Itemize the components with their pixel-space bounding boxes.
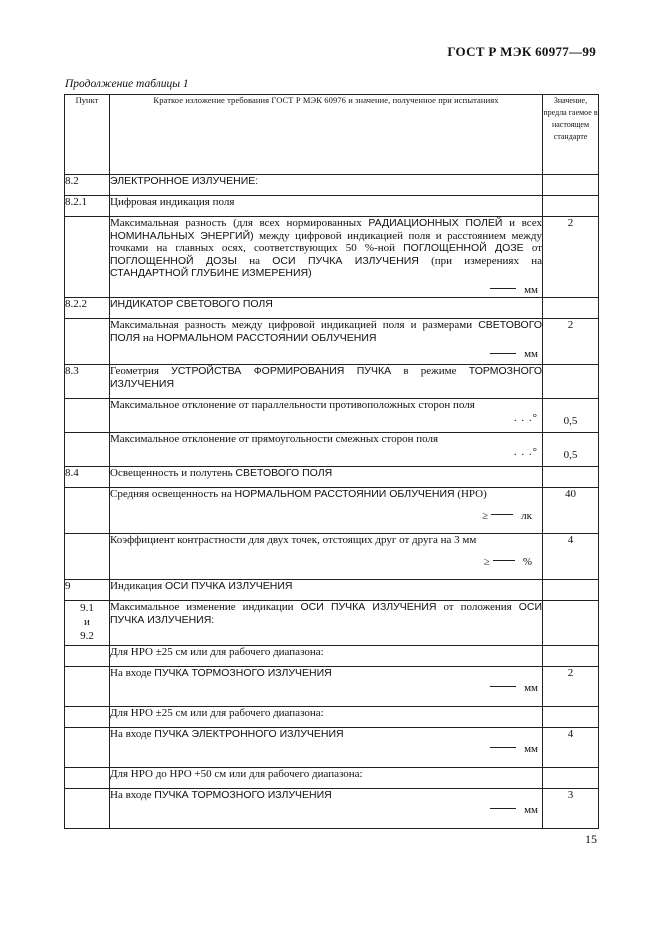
value-cell	[543, 601, 599, 646]
value-cell	[543, 580, 599, 601]
requirement-text: Максимальное отклонение от параллельности противоположных сторон поля . . .°	[110, 399, 543, 433]
value-cell: 2	[543, 667, 599, 707]
clause-number: 8.4	[65, 467, 110, 488]
table-row	[65, 601, 599, 646]
header-value: Значение, предла гаемое в настоящем стандарте	[543, 95, 599, 175]
measurement-blank: мм	[110, 348, 542, 361]
table-continuation-caption: Продолжение таблицы 1	[65, 78, 189, 90]
table-row	[65, 433, 599, 467]
table-row	[65, 196, 599, 217]
value-cell: 0,5	[543, 433, 599, 467]
table-header-row	[65, 95, 599, 175]
requirement-text: Максимальное изменение индикации ОСИ ПУЧКА ИЗЛУЧЕНИЯ от положения ОСИ ПУЧКА ИЗЛУЧЕНИЯ:	[110, 601, 543, 646]
clause-number	[65, 667, 110, 707]
clause-number	[65, 646, 110, 667]
clause-number	[65, 768, 110, 789]
clause-number	[65, 534, 110, 580]
measurement-blank: ≥ %	[483, 555, 532, 568]
degree-blank: . . .°	[513, 411, 538, 424]
value-cell	[543, 365, 599, 399]
clause-number	[65, 488, 110, 534]
value-cell	[543, 467, 599, 488]
requirements-table	[64, 94, 599, 829]
clause-number	[65, 707, 110, 728]
measurement-blank: мм	[110, 682, 542, 695]
requirement-text: Геометрия УСТРОЙСТВА ФОРМИРОВАНИЯ ПУЧКА в режиме ТОРМОЗНОГО ИЗЛУЧЕНИЯ	[110, 365, 543, 399]
value-cell: 2	[543, 319, 599, 365]
requirement-text: Освещенность и полутень СВЕТОВОГО ПОЛЯ	[110, 467, 543, 488]
value-cell: 2	[543, 217, 599, 298]
value-cell	[543, 768, 599, 789]
requirement-text: Коэффициент контрастности для двух точек, отстоящих друг от друга на 3 мм ≥ %	[110, 534, 543, 580]
page-number: 15	[585, 832, 597, 846]
requirement-text: Средняя освещенность на НОРМАЛЬНОМ РАССТОЯНИИ ОБЛУЧЕНИЯ (НРО) ≥ лк	[110, 488, 543, 534]
requirement-text: Для НРО ±25 см или для рабочего диапазона:	[110, 646, 543, 667]
value-cell: 3	[543, 789, 599, 829]
requirement-text: Максимальное отклонение от прямоугольности смежных сторон поля . . .°	[110, 433, 543, 467]
requirement-text: Индикация ОСИ ПУЧКА ИЗЛУЧЕНИЯ	[110, 580, 543, 601]
measurement-blank: мм	[110, 284, 542, 297]
clause-number	[65, 319, 110, 365]
table-row	[65, 789, 599, 829]
table-row	[65, 365, 599, 399]
table-row	[65, 175, 599, 196]
measurement-blank: мм	[110, 743, 542, 756]
table-row	[65, 534, 599, 580]
table-row	[65, 707, 599, 728]
header-summary: Краткое изложение требования ГОСТ Р МЭК 60976 и значение, полученное при испытаниях	[110, 95, 543, 175]
table-row	[65, 580, 599, 601]
clause-number: 8.2.1	[65, 196, 110, 217]
table-row	[65, 667, 599, 707]
table-row	[65, 467, 599, 488]
requirement-text: Цифровая индикация поля	[110, 196, 543, 217]
table-row	[65, 399, 599, 433]
requirement-text: Максимальная разность между цифровой индикацией поля и размерами СВЕТОВОГО ПОЛЯ на НОРМАЛЬНОМ РАССТОЯНИИ ОБЛУЧЕНИЯ мм	[110, 319, 543, 365]
clause-number	[65, 433, 110, 467]
table-row	[65, 768, 599, 789]
header-clause: Пункт	[65, 95, 110, 175]
table-row	[65, 217, 599, 298]
requirement-text: Для НРО до НРО +50 см или для рабочего диапазона:	[110, 768, 543, 789]
table-row	[65, 728, 599, 768]
requirement-text: Максимальная разность (для всех нормированных РАДИАЦИОННЫХ ПОЛЕЙ и всех НОМИНАЛЬНЫХ ЭНЕРГИЙ) между цифровой индикацией поля и расстоянием между точками на главных осях, соответствующих 50 %-ной ПОГЛОЩЕННОЙ ДОЗЕ от ПОГЛОЩЕННОЙ ДОЗЫ на ОСИ ПУЧКА ИЗЛУЧЕНИЯ (при измерениях на СТАНДАРТНОЙ ГЛУБИНЕ ИЗМЕРЕНИЯ) мм	[110, 217, 542, 296]
clause-number: 9.1 и 9.2	[65, 601, 110, 646]
value-cell	[543, 196, 599, 217]
clause-number	[65, 217, 110, 298]
clause-number	[65, 728, 110, 768]
value-cell: 0,5	[543, 399, 599, 433]
value-cell	[543, 298, 599, 319]
table-row	[65, 298, 599, 319]
measurement-blank: ≥ лк	[482, 509, 532, 522]
clause-number: 8.2	[65, 175, 110, 196]
requirement-text: Для НРО ±25 см или для рабочего диапазона:	[110, 707, 543, 728]
table-row	[65, 319, 599, 365]
requirement-text: На входе ПУЧКА ТОРМОЗНОГО ИЗЛУЧЕНИЯ мм	[110, 789, 543, 829]
measurement-blank: мм	[110, 804, 542, 817]
requirement-text: На входе ПУЧКА ТОРМОЗНОГО ИЗЛУЧЕНИЯ мм	[110, 667, 543, 707]
clause-number: 9	[65, 580, 110, 601]
clause-number: 8.3	[65, 365, 110, 399]
section-title: ЭЛЕКТРОННОЕ ИЗЛУЧЕНИЕ:	[110, 175, 259, 187]
section-title: ИНДИКАТОР СВЕТОВОГО ПОЛЯ	[110, 298, 273, 310]
value-cell: 4	[543, 728, 599, 768]
value-cell: 4	[543, 534, 599, 580]
value-cell	[543, 707, 599, 728]
clause-number: 8.2.2	[65, 298, 110, 319]
document-header: ГОСТ Р МЭК 60977—99	[447, 44, 596, 59]
value-cell	[543, 175, 599, 196]
requirement-text: На входе ПУЧКА ЭЛЕКТРОННОГО ИЗЛУЧЕНИЯ мм	[110, 728, 543, 768]
table-row	[65, 646, 599, 667]
table-row	[65, 488, 599, 534]
value-cell	[543, 646, 599, 667]
value-cell: 40	[543, 488, 599, 534]
clause-number	[65, 789, 110, 829]
degree-blank: . . .°	[513, 445, 538, 458]
clause-number	[65, 399, 110, 433]
